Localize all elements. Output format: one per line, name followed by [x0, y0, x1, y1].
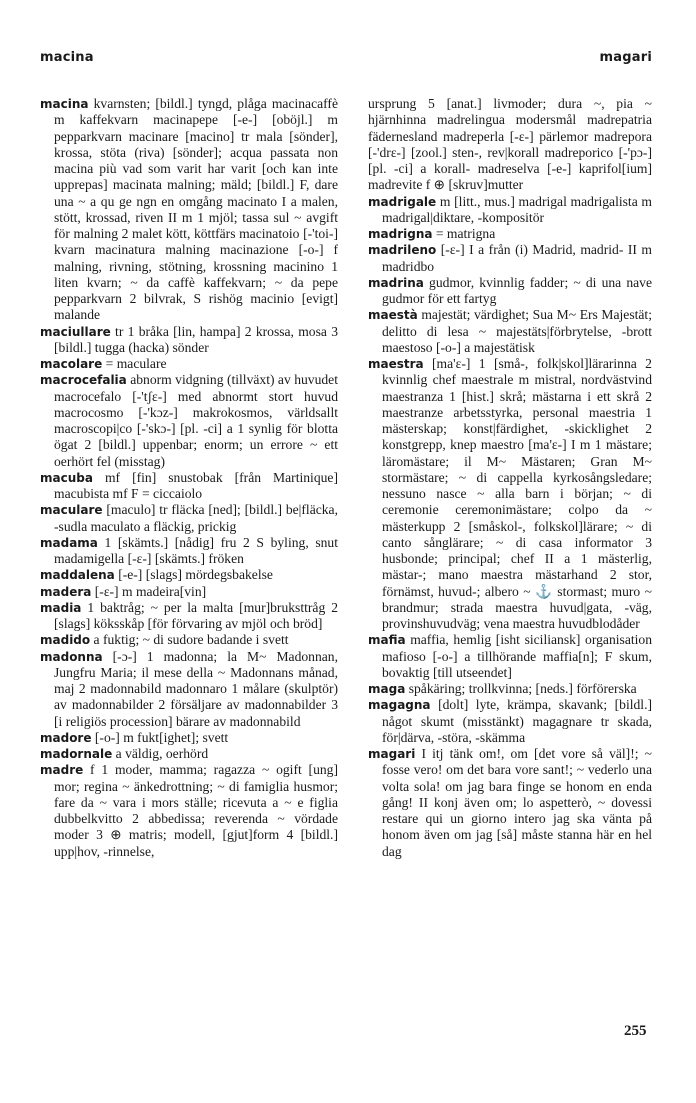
- dictionary-entry: [40, 356, 338, 372]
- running-head-right: magari: [599, 50, 652, 65]
- definition-text: [maculo] tr fläcka [ned]; [bildl.] be|fläcka, -sudla maculato a fläckig, prickig: [54, 502, 338, 534]
- right-column: [368, 96, 652, 860]
- dictionary-entry: [368, 681, 652, 697]
- headword: madrigale: [368, 194, 437, 209]
- dictionary-entry: [40, 372, 338, 470]
- headword: macina: [40, 97, 89, 111]
- dictionary-entry: [40, 730, 338, 746]
- dictionary-entry: [368, 632, 652, 681]
- dictionary-entry: [40, 649, 338, 730]
- headword: macolare: [40, 357, 103, 371]
- dictionary-entry: [368, 275, 652, 308]
- definition-text: gudmor, kvinnlig fadder; ~ di una nave gudmor för ett fartyg: [382, 274, 652, 306]
- headword: maddalena: [40, 568, 115, 583]
- dictionary-entry: [368, 96, 652, 194]
- dictionary-entry: [40, 502, 338, 535]
- headword: madornale: [40, 747, 113, 761]
- headword: madore: [40, 730, 92, 745]
- definition-text: kvarnsten; [bildl.] tyngd, plåga macinacaffè m kaffekvarn macinapepe [-e-] [oböjl.] m pepparkvarn macinare [macino] tr mala [sönder], krossa, stöta (riva) [sönder]; acqua passata non macina più vad som varit har varit [och kan inte upprepas] macinata malning; mäld; [bildl.] F, dare una ~ a qu ge ngn en omgång macinato I a malen, stött, krossad, riven II m 1 mjöl; tassa sul ~ avgift för malning 2 malet kött, köttfärs macinatoio [-'toi-] kvarn macinatura malning macinazione [-o-] f malning, rivning, stötning, krossning macinino 1 liten kvarn; ~ da caffè kaffekvarn; ~ da pepe pepparkvarn 2 bilvrak, S rishög macinio [evigt] malande: [54, 96, 338, 323]
- definition-text: [-ɔ-] 1 madonna; la M~ Madonnan, Jungfru Maria; il mese della ~ Madonnans månad, maj 2 madonnabild madonnaro 1 målare (skulptör) av madonnabilder 2 försäljare av madonnabilder 3 [i religiös procession] bärare av madonnabild: [54, 648, 338, 729]
- definition-text: f 1 moder, mamma; ragazza ~ ogift [ung] mor; regina ~ änkedrottning; ~ di famiglia husmor; fare da ~ vara i mors ställe; ricevuta a ~ e figlia dubbelkvitto 2 abbedissa; reverenda ~ vördade moder 3 ⊕ matris; modell, [gjut]form 4 [bildl.] upp|hov, -rinnelse,: [54, 762, 338, 859]
- definition-text: tr 1 bråka [lin, hampa] 2 krossa, mosa 3 [bildl.] tugga (hacka) sönder: [54, 323, 338, 355]
- dictionary-entry: [40, 470, 338, 503]
- headword: madonna: [40, 649, 103, 664]
- definition-text: a fuktig; ~ di sudore badande i svett: [93, 632, 289, 648]
- definition-text: spåkäring; trollkvinna; [neds.] förförerska: [408, 681, 637, 696]
- dictionary-entry: [368, 194, 652, 227]
- headword: macuba: [40, 470, 93, 485]
- definition-text: maffia, hemlig [isht siciliansk] organisation mafioso [-o-] a tillhörande maffia[n]; F skum, bovaktig [till utseendet]: [382, 632, 652, 680]
- definition-text: [dolt] lyte, krämpa, skavank; [bildl.] något skumt (misstänkt) magagnare tr skada, för|därva, -störa, -skämma: [382, 697, 652, 745]
- dictionary-entry: [368, 746, 652, 860]
- dictionary-entry: [40, 96, 338, 324]
- definition-text: [ma'ɛ-] 1 [små-, folk|skol]lärarinna 2 kvinnlig chef maestrale m mistral, nordvästvind maestranza 1 [hist.] skrå; mästarna i ett skrå 2 maestranze arbetsstyrka, personal maestria 1 mästerskap; konst|färdighet, -skicklighet 2 konstgrepp, knep maestro [ma'ɛ-] I m 1 mästare; läromästare; il M~ Mästaren; Gran M~ stormästare; ~ di cappella kyrkosångsledare; nessuno nasce ~ alla barn i början; ~ di ceremonie ceremonimästare; colpo da ~ mästerkupp 2 [småskol-, folkskol]lärare; ~ di canto sånglärare; ~ di casa informator 3 husbonde; principal; chef II a 1 mästerlig, mästar-; mano maestra mästarhand 2 stor, förnämst, huvud-; albero ~ ⚓ stormast; muro ~ brandmur; strada maestra huvud|gata, -väg, provinshuvudväg; vena maestra huvudblodåder: [382, 356, 652, 631]
- definition-text: I itj tänk om!, om [det vore så väl]!; ~ fosse vero! om det bara vore sant!; ~ vederlo una volta sola! om jag bara finge se honom en enda gång! II konj även om; lo aspetterò, ~ dovessi restare qui un giorno intero jag ska vänta på honom även om jag [så] måste stanna här en hel dag: [382, 746, 652, 859]
- definition-text: m [litt., mus.] madrigal madrigalista m madrigal|diktare, -kompositör: [382, 193, 652, 225]
- dictionary-entry: [368, 226, 652, 242]
- dictionary-entry: [40, 632, 338, 648]
- headword: magari: [368, 747, 416, 761]
- headword: maculare: [40, 503, 103, 518]
- definition-text: abnorm vidgning (tillväxt) av huvudet macrocefalo [-'tʃɛ-] med abnormt stort huvud macrocosmo [-'kɔz-] makrokosmos, världsallt macroscopi|co [-'skɔ-] [pl. -ci] a 1 synlig för blotta ögat 2 [bildl.] uppenbar; enorm; un errore ~ ett oerhört fel (misstag): [54, 372, 338, 469]
- dictionary-entry: [40, 535, 338, 568]
- dictionary-entry: [40, 762, 338, 860]
- definition-text: [-ɛ-] I a från (i) Madrid, madrid- II m madridbo: [382, 242, 652, 274]
- dictionary-entry: [40, 324, 338, 357]
- definition-text: 1 baktråg; ~ per la malta [mur]bruksttråg 2 [slags] köksskåp [för förvaring av mjöl och bröd]: [54, 599, 338, 631]
- headword: madido: [40, 633, 91, 648]
- headword: madrileno: [368, 243, 437, 258]
- headword: madre: [40, 763, 84, 778]
- headword: maciullare: [40, 324, 111, 339]
- definition-text: = maculare: [105, 356, 167, 371]
- headword: madia: [40, 600, 82, 615]
- headword: maga: [368, 682, 406, 696]
- definition-text: = matrigna: [435, 226, 496, 241]
- headword: maestà: [368, 308, 418, 323]
- dictionary-entry: [40, 584, 338, 600]
- dictionary-entry: [368, 697, 652, 746]
- dictionary-entry: [40, 567, 338, 583]
- headword: madrina: [368, 275, 424, 290]
- headword: maestra: [368, 357, 424, 371]
- definition-text: 1 [skämts.] [nådig] fru 2 S byling, snut madamigella [-ɛ-] [skämts.] fröken: [54, 534, 338, 566]
- dictionary-entry: [40, 600, 338, 633]
- running-head-left: macina: [40, 50, 94, 65]
- headword: mafia: [368, 633, 406, 648]
- definition-text: ursprung 5 [anat.] livmoder; dura ~, pia ~ hjärnhinna madrelingua modersmål madrepatria fädernesland madreperla [-ɛ-] pärlemor madrepora [-'drɛ-] [zool.] sten-, rev|korall madreporico [-'pɔ-] [pl. -ci] a korall- madreselva [-e-] kaprifol[ium] madrevite f ⊕ [skruv]mutter: [368, 96, 652, 193]
- definition-text: mf [fin] snustobak [från Martinique] macubista mf F = ciccaiolo: [54, 469, 338, 501]
- dictionary-entry: [368, 307, 652, 356]
- headword: magagna: [368, 698, 431, 713]
- definition-text: majestät; värdighet; Sua M~ Ers Majestät; delitto di lesa ~ majestäts|förbrytelse, -brott maestoso [-o-] a majestätisk: [382, 307, 652, 355]
- headword: macrocefalia: [40, 373, 127, 388]
- page-number: 255: [624, 1023, 647, 1039]
- definition-text: [-ɛ-] m madeira[vin]: [94, 583, 207, 599]
- definition-text: [-o-] m fukt[ighet]; svett: [94, 729, 229, 745]
- headword: madera: [40, 584, 92, 599]
- dictionary-entry: [368, 242, 652, 275]
- definition-text: a väldig, oerhörd: [115, 746, 209, 761]
- headword: madama: [40, 535, 98, 550]
- dictionary-entry: [368, 356, 652, 632]
- definition-text: [-e-] [slags] mördegsbakelse: [118, 567, 273, 583]
- headword: madrigna: [368, 227, 433, 241]
- left-column: [40, 96, 338, 860]
- dictionary-entry: [40, 746, 338, 762]
